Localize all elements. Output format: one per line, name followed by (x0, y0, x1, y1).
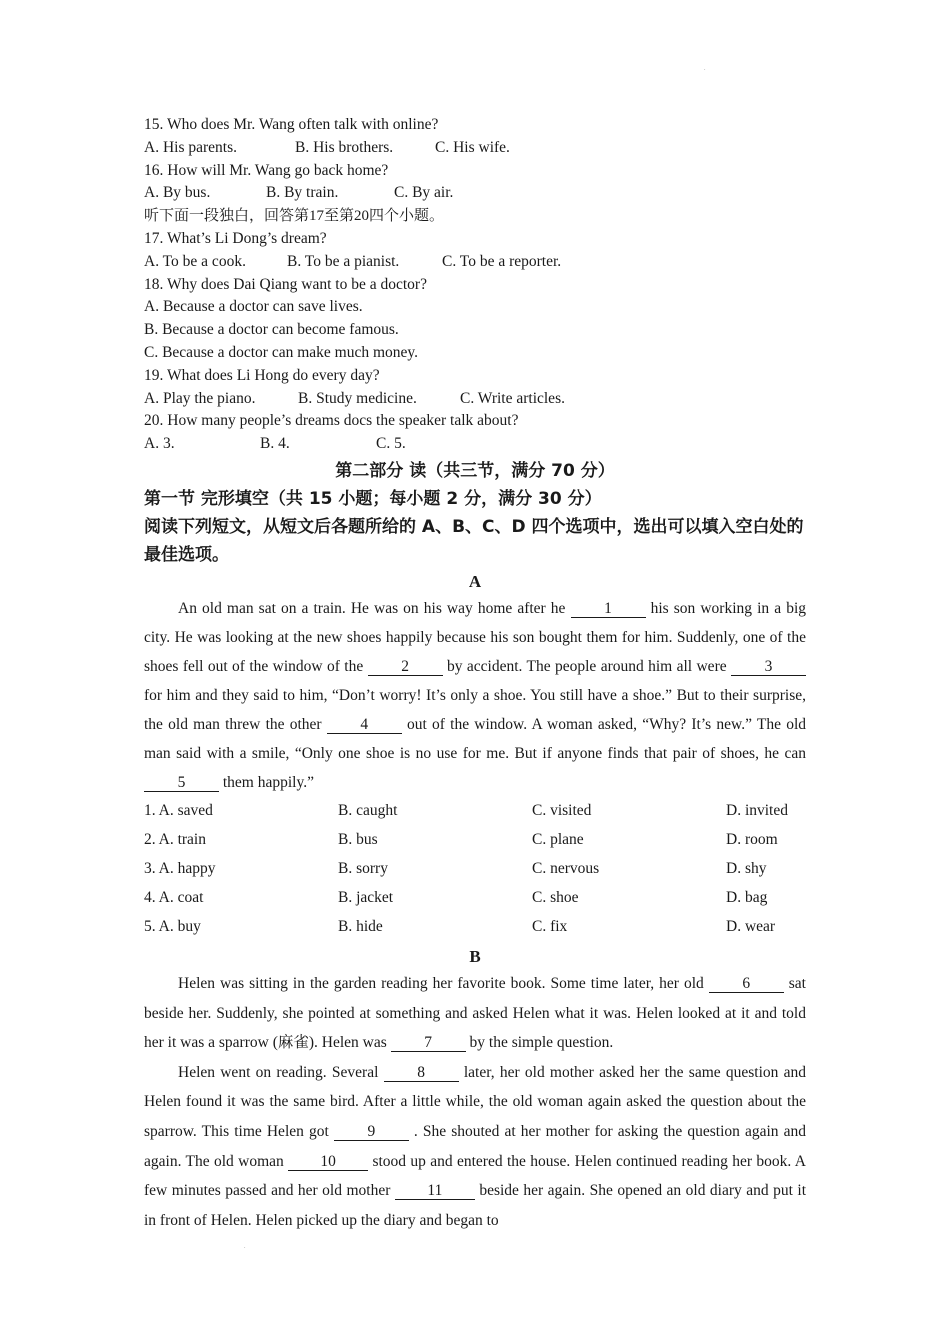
listening-note: 听下面一段独白，回答第17至第20四个小题。 (144, 208, 445, 225)
choice-option: B. bus (338, 831, 378, 849)
exam-page (144, 114, 806, 1235)
section1-title: 第一节 完形填空（共 15 小题；每小题 2 分，满分 30 分） (144, 488, 602, 509)
choice-option: 2. A. train (144, 831, 206, 849)
question-stem: 17. What’s Li Dong’s dream? (144, 229, 327, 247)
blank-1: 1 (571, 600, 646, 618)
blank-7: 7 (391, 1034, 466, 1052)
choice-option: 1. A. saved (144, 802, 213, 820)
option-text: C. Write articles. (460, 389, 565, 407)
option-text: C. 5. (376, 435, 406, 453)
choice-option: B. hide (338, 917, 383, 935)
scan-mark-bottom: . (244, 1244, 246, 1250)
option-text: C. By air. (394, 184, 454, 202)
question-options (144, 433, 806, 456)
passage-b-heading: B (469, 946, 481, 966)
choice-option: D. invited (726, 802, 788, 820)
scan-mark-top: . (704, 66, 706, 72)
choice-option: C. nervous (532, 859, 600, 877)
question-stem: 18. Why does Dai Qiang want to be a doctor? (144, 275, 427, 293)
blank-5: 5 (144, 774, 219, 792)
choice-row (144, 883, 806, 912)
passage-a-text: An old man sat on a train. He was on his way home after he 1 his son working in a big city. He was looking at the new shoes happily because his son bought them for him. Suddenly, one of the shoes fell out of the window of the 2 by accident. The people around him all were 3 for him and they said to him, “Don’t worry! It’s only a shoe. You still have a shoe.” But to their surprise, the old man threw the other 4 out of the window. A woman asked, “Why? It’s new.” The old man said with a smile, “Only one shoe is no use for me. But if anyone finds that pair of shoes, he can 5 them happily.” (144, 599, 806, 791)
choice-option: B. sorry (338, 859, 388, 877)
option-text: C. Because a doctor can make much money. (144, 343, 419, 361)
blank-3: 3 (731, 658, 806, 676)
choice-row (144, 797, 806, 826)
choice-option: C. visited (532, 802, 592, 820)
question-stem: 16. How will Mr. Wang go back home? (144, 161, 389, 179)
choice-row (144, 826, 806, 855)
passage-b-text (144, 969, 806, 1235)
part2-title: 第二部分 读（共三节，满分 70 分） (335, 460, 615, 481)
blank-2: 2 (368, 658, 443, 676)
option-text: B. To be a pianist. (287, 252, 400, 270)
option-text: B. By train. (266, 184, 339, 202)
option-text: B. Because a doctor can become famous. (144, 321, 399, 339)
question-stem: 20. How many people’s dreams docs the speaker talk about? (144, 412, 519, 430)
option-text: C. To be a reporter. (442, 252, 562, 270)
choice-option: 5. A. buy (144, 917, 201, 935)
passage-b-paragraph: Helen was sitting in the garden reading her favorite book. Some time later, her old 6 sat beside her. Suddenly, she pointed at something and asked Helen what it was. Helen looked at it and told her it was a sparrow (麻雀). Helen was 7 by the simple question. (144, 974, 806, 1052)
choice-option: 4. A. coat (144, 888, 204, 906)
choice-option: 3. A. happy (144, 859, 216, 877)
option-text: A. Because a doctor can save lives. (144, 298, 363, 316)
choice-option: D. room (726, 831, 778, 849)
option-text: B. 4. (260, 435, 290, 453)
question-stem: 15. Who does Mr. Wang often talk with online? (144, 116, 439, 133)
option-text: A. Play the piano. (144, 389, 256, 407)
option-text: A. To be a cook. (144, 252, 246, 270)
choice-option: B. caught (338, 802, 398, 820)
choice-option: C. shoe (532, 888, 579, 906)
option-text: B. His brothers. (295, 138, 394, 156)
question-options (144, 137, 806, 160)
option-text: B. Study medicine. (298, 389, 417, 407)
question-options (144, 182, 806, 205)
passage-a-heading: A (468, 571, 482, 591)
listening-questions (144, 114, 806, 456)
choice-option: B. jacket (338, 888, 394, 906)
blank-8: 8 (384, 1064, 459, 1082)
choice-row (144, 912, 806, 941)
option-text: C. His wife. (435, 138, 510, 156)
choice-row (144, 855, 806, 884)
passage-b-paragraph: Helen went on reading. Several 8 later, her old mother asked her the same question and Helen found it was the same bird. After a little while, the old woman again asked the question about the sparrow. This time Helen got 9 . She shouted at her mother for asking the question again and again. The old woman 10 stood up and entered the house. Helen continued reading her book. A few minutes passed and her old mother 11 beside her again. She opened an old diary and put it in front of Helen. Helen picked up the diary and began to (144, 1063, 807, 1229)
question-options (144, 388, 806, 411)
blank-6: 6 (709, 975, 784, 993)
blank-4: 4 (327, 716, 402, 734)
blank-11: 11 (395, 1182, 475, 1200)
choice-option: C. plane (532, 831, 584, 849)
instruction: 阅读下列短文，从短文后各题所给的 A、B、C、D 四个选项中，选出可以填入空白处的最佳选项。 (144, 516, 804, 565)
option-text: A. 3. (144, 435, 175, 453)
choice-option: D. shy (726, 859, 767, 877)
question-stem: 19. What does Li Hong do every day? (144, 366, 380, 384)
option-text: A. His parents. (144, 138, 237, 156)
option-text: A. By bus. (144, 184, 211, 202)
question-options (144, 251, 806, 274)
choice-option: C. fix (532, 917, 568, 935)
blank-9: 9 (334, 1123, 409, 1141)
choice-option: D. bag (726, 888, 768, 906)
choices-a-table (144, 797, 806, 941)
blank-10: 10 (288, 1153, 368, 1171)
choice-option: D. wear (726, 917, 776, 935)
